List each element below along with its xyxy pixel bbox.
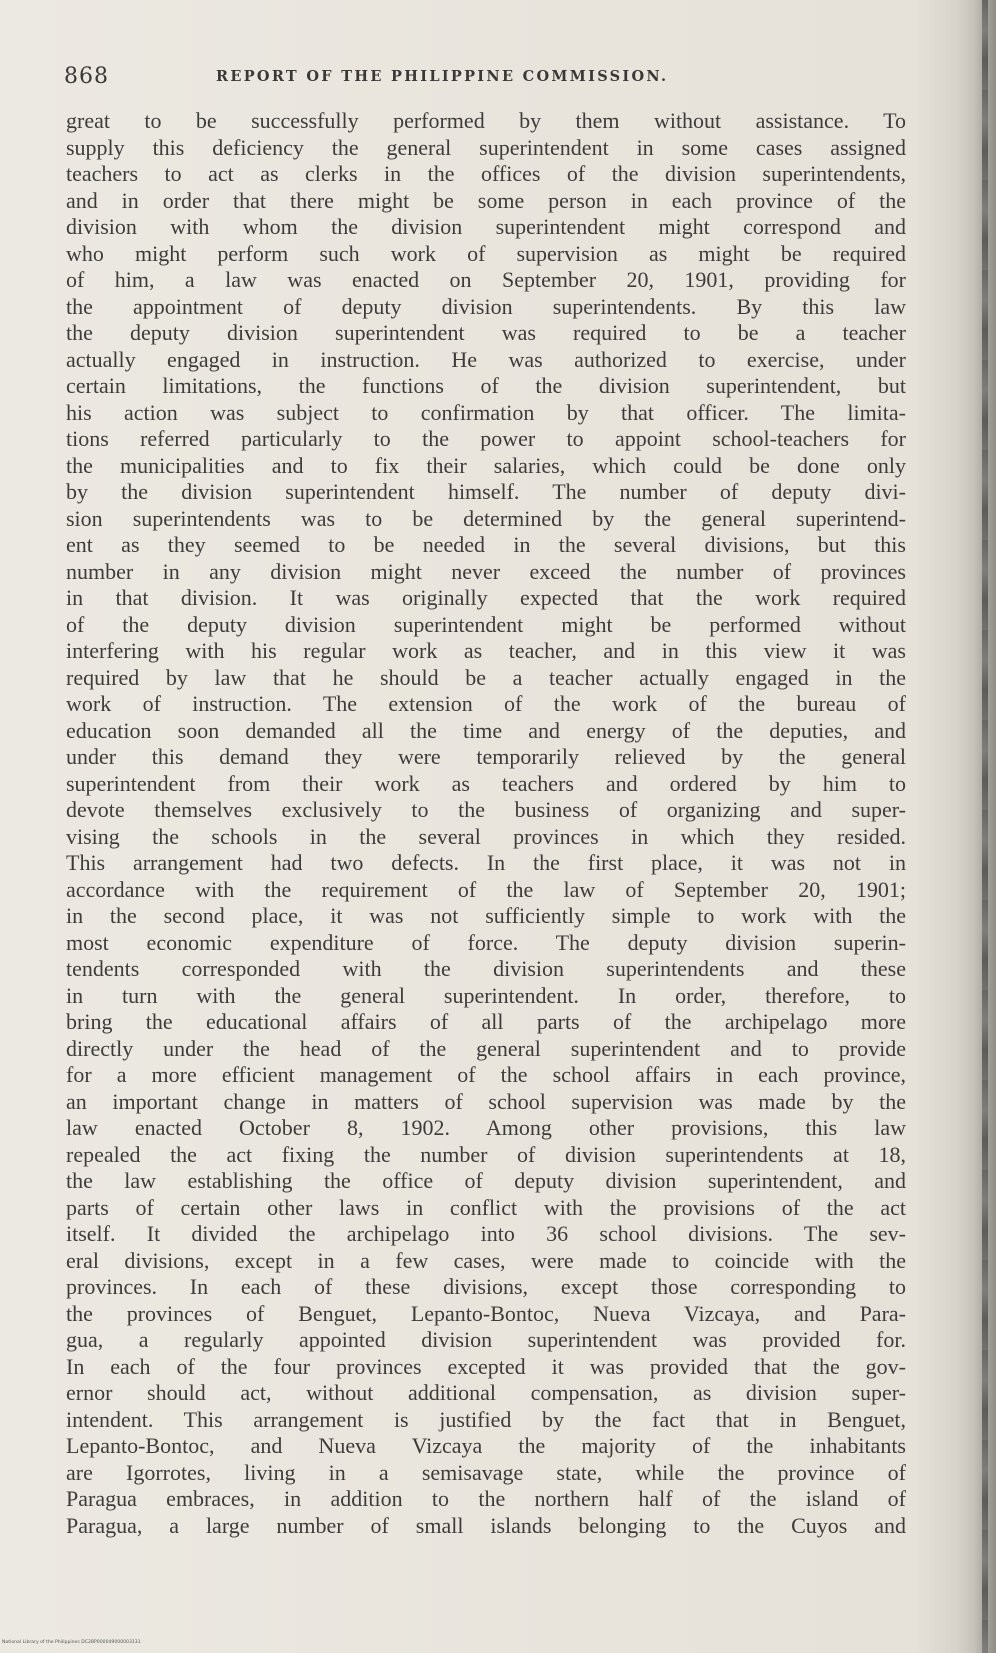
text-line: number in any division might never exceed the number of provinces — [66, 558, 906, 584]
text-line: itself. It divided the archipelago into 36 school divisions. The sev- — [66, 1221, 906, 1246]
text-line: certain limitations, the functions of the division superintendent, but — [66, 373, 906, 398]
text-line: of him, a law was enacted on September 20, 1901, providing for — [66, 267, 906, 292]
text-line: of the deputy division superintendent might be performed without — [66, 611, 906, 637]
text-line: sion superintendents was to be determined by the general superintend- — [66, 505, 906, 531]
running-head — [64, 60, 914, 96]
text-line: Lepanto-Bontoc, and Nueva Vizcaya the majority of the inhabitants — [66, 1433, 906, 1458]
text-line: This arrangement had two defects. In the first place, it was not in — [66, 850, 906, 875]
text-line: his action was subject to confirmation by that officer. The limita- — [66, 399, 906, 425]
text-line: directly under the head of the general superintendent and to provide — [66, 1035, 906, 1061]
text-line: interfering with his regular work as teacher, and in this view it was — [66, 638, 906, 663]
text-line: and in order that there might be some person in each province of the — [66, 187, 906, 213]
text-line: supply this deficiency the general superintendent in some cases assigned — [66, 134, 906, 160]
text-line: are Igorrotes, living in a semisavage state, while the province of — [66, 1459, 906, 1485]
text-line: great to be successfully performed by them without assistance. To — [66, 108, 906, 133]
text-line: in that division. It was originally expected that the work required — [66, 585, 906, 610]
text-line: who might perform such work of supervision as might be required — [66, 240, 906, 266]
body-paragraph — [66, 108, 906, 1539]
binding-shadow — [956, 0, 996, 1653]
text-line: the law establishing the office of deputy division superintendent, and — [66, 1168, 906, 1193]
text-line: under this demand they were temporarily relieved by the general — [66, 744, 906, 769]
text-line: vising the schools in the several provinces in which they resided. — [66, 823, 906, 849]
page-number: 868 — [64, 64, 109, 89]
text-line: gua, a regularly appointed division superintendent was provided for. — [66, 1327, 906, 1352]
text-line: tendents corresponded with the division superintendents and these — [66, 956, 906, 981]
text-line: intendent. This arrangement is justified by the fact that in Benguet, — [66, 1406, 906, 1432]
text-line: in turn with the general superintendent. In order, therefore, to — [66, 982, 906, 1008]
text-line: the municipalities and to fix their salaries, which could be done only — [66, 452, 906, 478]
text-line: the provinces of Benguet, Lepanto-Bontoc, Nueva Vizcaya, and Para- — [66, 1300, 906, 1326]
text-line: work of instruction. The extension of the work of the bureau of — [66, 691, 906, 716]
text-line: tions referred particularly to the power to appoint school-teachers for — [66, 426, 906, 451]
text-line: by the division superintendent himself. The number of deputy divi- — [66, 479, 906, 504]
text-line: most economic expenditure of force. The deputy division superin- — [66, 929, 906, 955]
text-line: teachers to act as clerks in the offices of the division superintendents, — [66, 161, 906, 186]
text-line: law enacted October 8, 1902. Among other provisions, this law — [66, 1115, 906, 1140]
text-line: for a more efficient management of the school affairs in each province, — [66, 1062, 906, 1087]
text-line: actually engaged in instruction. He was authorized to exercise, under — [66, 346, 906, 372]
text-line: bring the educational affairs of all parts of the archipelago more — [66, 1009, 906, 1034]
text-line: devote themselves exclusively to the business of organizing and super- — [66, 797, 906, 822]
text-line: repealed the act fixing the number of division superintendents at 18, — [66, 1141, 906, 1167]
text-line: Paragua, a large number of small islands belonging to the Cuyos and — [66, 1512, 906, 1538]
text-line: required by law that he should be a teacher actually engaged in the — [66, 664, 906, 690]
text-line: accordance with the requirement of the law of September 20, 1901; — [66, 876, 906, 902]
binding-edge — [982, 0, 988, 1653]
text-line: eral divisions, except in a few cases, were made to coincide with the — [66, 1247, 906, 1273]
text-line: the deputy division superintendent was required to be a teacher — [66, 320, 906, 345]
text-line: superintendent from their work as teachers and ordered by him to — [66, 770, 906, 796]
text-line: in the second place, it was not sufficiently simple to work with the — [66, 903, 906, 928]
text-line: education soon demanded all the time and energy of the deputies, and — [66, 717, 906, 743]
text-line: division with whom the division superintendent might correspond and — [66, 214, 906, 239]
text-line: Paragua embraces, in addition to the northern half of the island of — [66, 1486, 906, 1511]
running-title: REPORT OF THE PHILIPPINE COMMISSION. — [216, 68, 669, 85]
text-line: In each of the four provinces excepted it was provided that the gov- — [66, 1353, 906, 1379]
text-line: an important change in matters of school supervision was made by the — [66, 1088, 906, 1114]
text-line: parts of certain other laws in conflict with the provisions of the act — [66, 1194, 906, 1220]
text-line: provinces. In each of these divisions, except those corresponding to — [66, 1274, 906, 1299]
text-line: ent as they seemed to be needed in the several divisions, but this — [66, 532, 906, 557]
text-line: the appointment of deputy division superintendents. By this law — [66, 293, 906, 319]
library-imprint: National Library of the Philippines DC2BP000049000003131 — [2, 1640, 141, 1645]
text-line: ernor should act, without additional compensation, as division super- — [66, 1380, 906, 1405]
